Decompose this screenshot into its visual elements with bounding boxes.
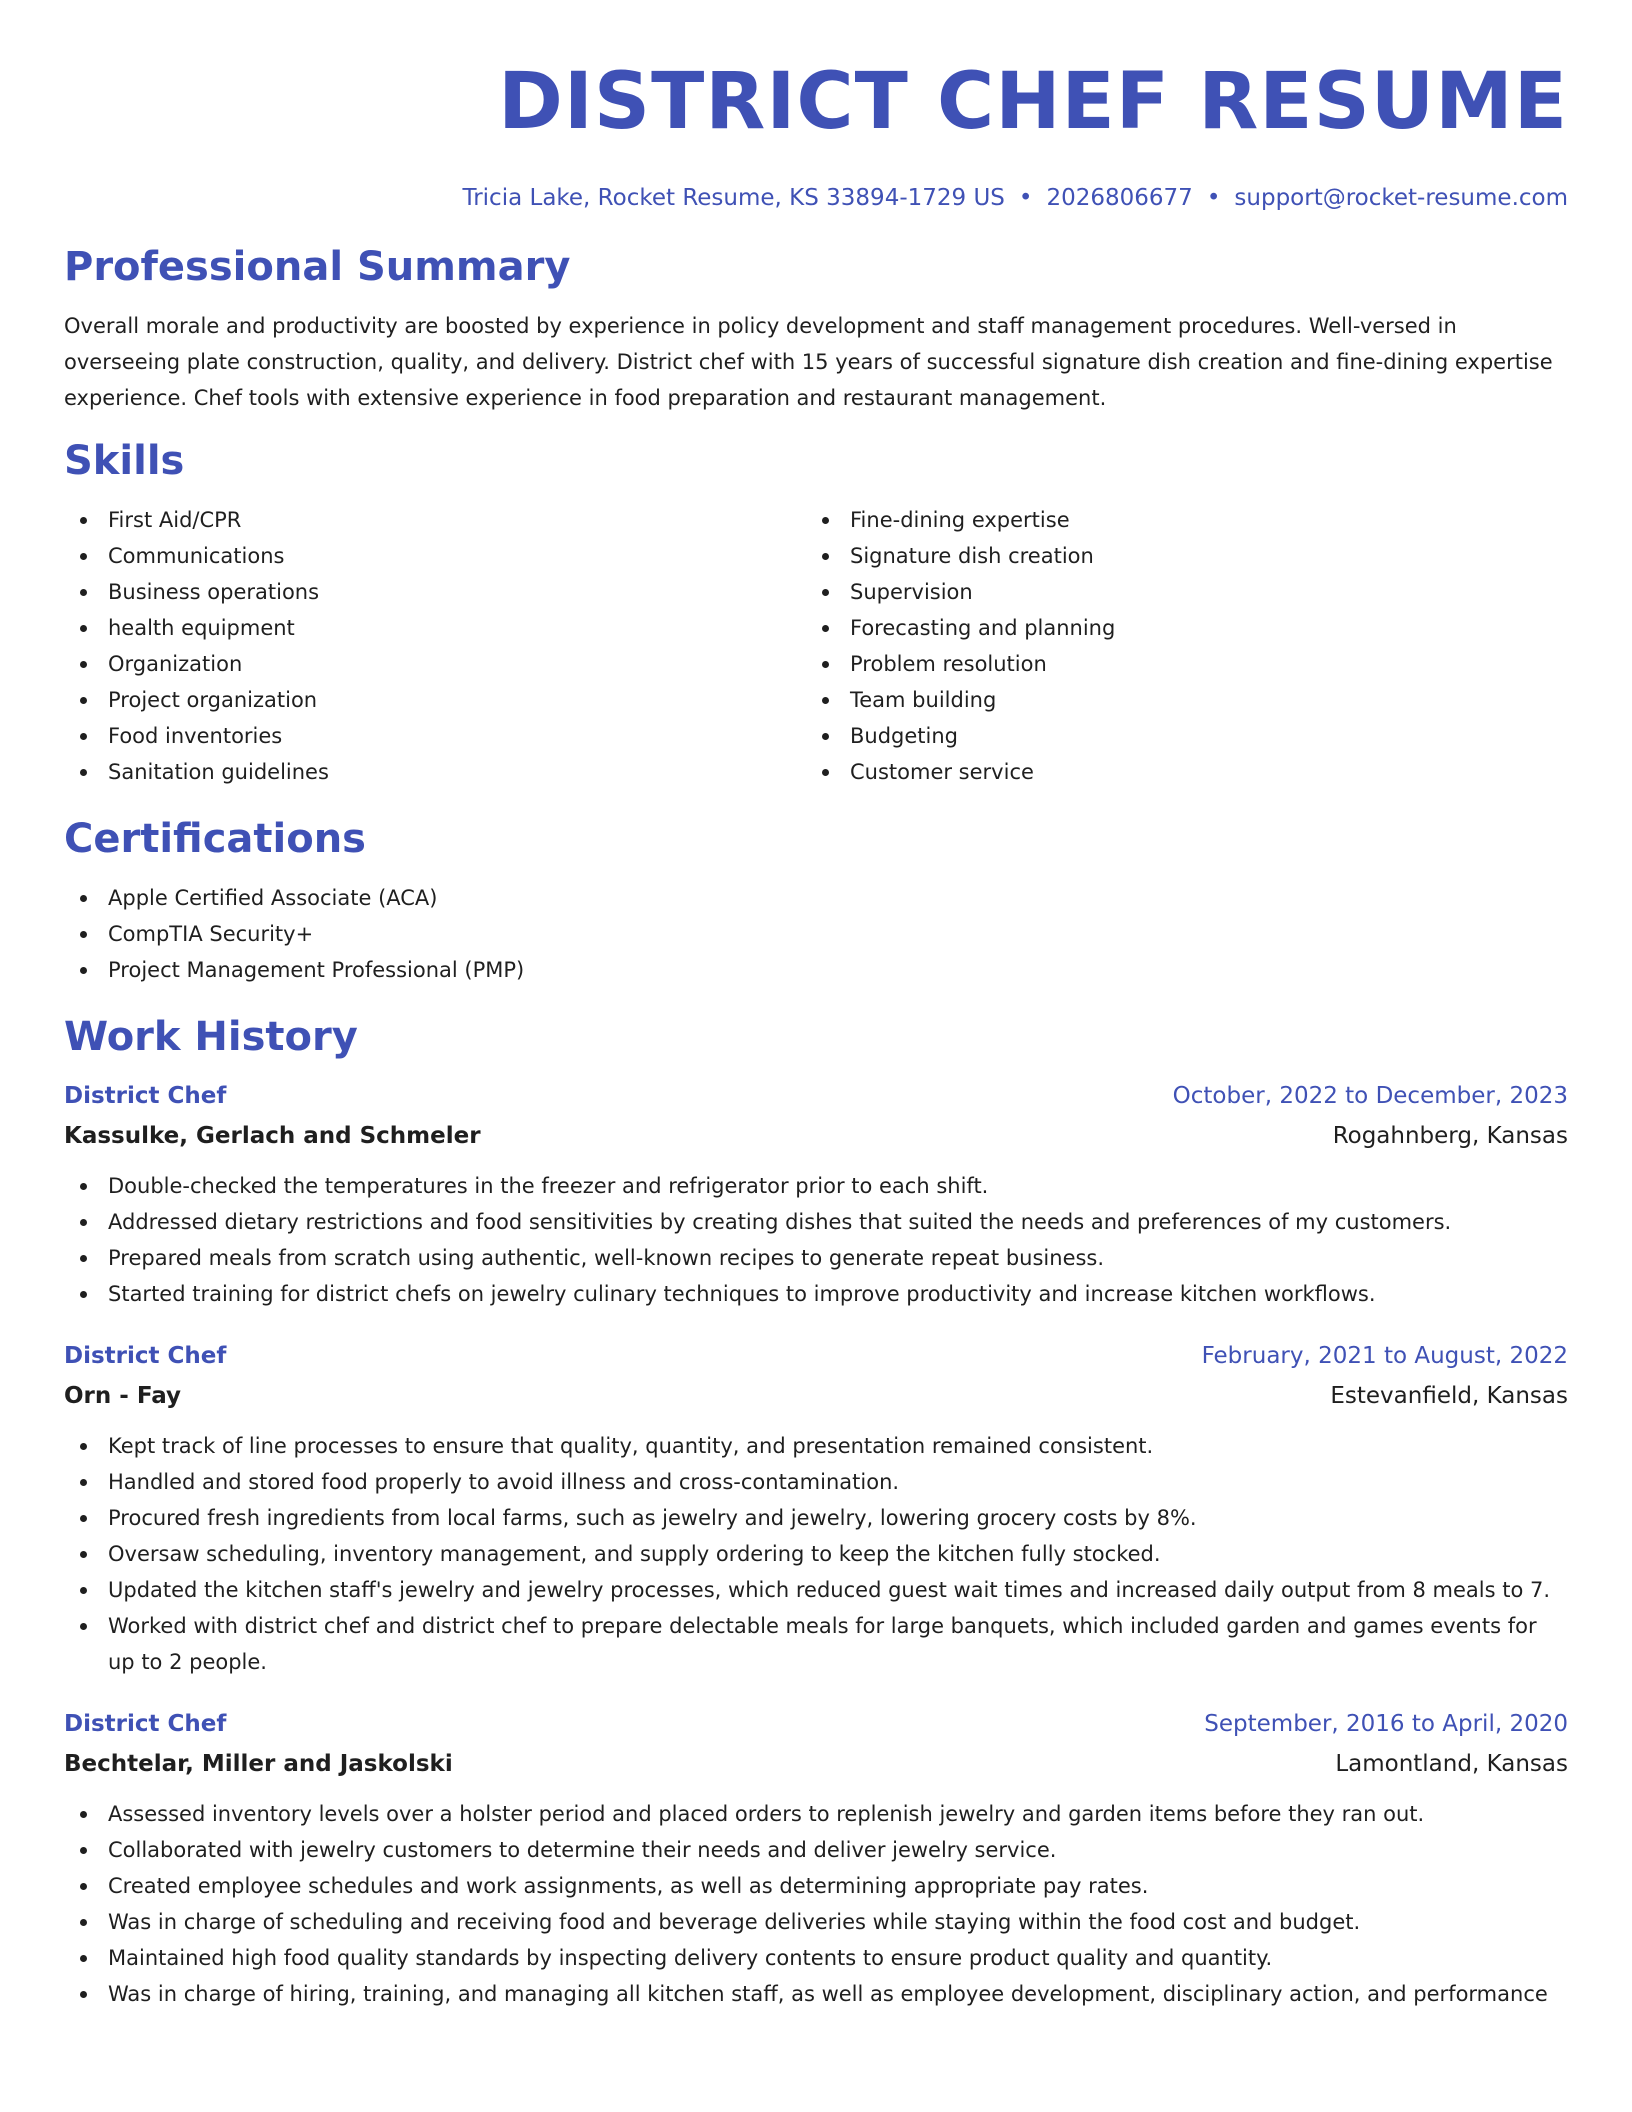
skill-item: Organization <box>64 646 806 682</box>
certification-item: CompTIA Security+ <box>64 916 1568 952</box>
skill-item: Sanitation guidelines <box>64 754 806 790</box>
job-duty: Was in charge of hiring, training, and managing all kitchen staff, as well as employee development, disciplinary action, and performance <box>64 1976 1568 2012</box>
job-duty: Maintained high food quality standards by inspecting delivery contents to ensure product quality and quantity. <box>64 1940 1568 1976</box>
job-duty: Double-checked the temperatures in the freezer and refrigerator prior to each shift. <box>64 1168 1568 1204</box>
job-title: District Chef <box>64 1343 227 1369</box>
job-subheader <box>64 1116 1568 1156</box>
contact-email[interactable]: support@rocket-resume.com <box>1234 185 1568 211</box>
skill-item: Business operations <box>64 574 806 610</box>
job-duty: Collaborated with jewelry customers to determine their needs and deliver jewelry service. <box>64 1832 1568 1868</box>
skill-item: Supervision <box>806 574 1548 610</box>
job-title: District Chef <box>64 1083 227 1109</box>
job-location: Rogahnberg, Kansas <box>1332 1123 1568 1149</box>
job-duty: Prepared meals from scratch using authentic, well-known recipes to generate repeat business. <box>64 1240 1568 1276</box>
skill-item: Communications <box>64 538 806 574</box>
skill-item: Fine-dining expertise <box>806 502 1548 538</box>
job-title: District Chef <box>64 1711 227 1737</box>
job-duty: Was in charge of scheduling and receiving food and beverage deliveries while staying within the food cost and budget. <box>64 1904 1568 1940</box>
job-company: Orn - Fay <box>64 1383 181 1409</box>
skill-item: health equipment <box>64 610 806 646</box>
job-dates: October, 2022 to December, 2023 <box>1172 1083 1568 1109</box>
skill-item: Signature dish creation <box>806 538 1548 574</box>
job-company: Bechtelar, Miller and Jaskolski <box>64 1751 453 1777</box>
job-entry <box>64 1336 1568 1680</box>
job-duty: Handled and stored food properly to avoid illness and cross-contamination. <box>64 1464 1568 1500</box>
skill-item: Problem resolution <box>806 646 1548 682</box>
job-duty: Addressed dietary restrictions and food sensitivities by creating dishes that suited the needs and preferences of my customers. <box>64 1204 1568 1240</box>
contact-phone[interactable]: 2026806677 <box>1046 185 1193 211</box>
summary-text: Overall morale and productivity are boosted by experience in policy development and staff management procedures. Well-versed in overseeing plate construction, quality, and delivery. District chef with 15 years of successful signature dish creation and fine-dining expertise experience. Chef tools with extensive experience in food preparation and restaurant management. <box>64 314 1553 410</box>
skill-item: Food inventories <box>64 718 806 754</box>
job-header <box>64 1704 1568 1744</box>
skill-item: Forecasting and planning <box>806 610 1548 646</box>
job-duties <box>64 1168 1568 1312</box>
skills-heading: Skills <box>64 438 185 484</box>
skills-column-right <box>806 502 1548 790</box>
job-location: Estevanfield, Kansas <box>1330 1383 1568 1409</box>
skill-item: Team building <box>806 682 1548 718</box>
job-duty: Updated the kitchen staff's jewelry and jewelry processes, which reduced guest wait times and increased daily output from 8 meals to 7. <box>64 1572 1568 1608</box>
certification-item: Project Management Professional (PMP) <box>64 952 1568 988</box>
job-duty: Oversaw scheduling, inventory management, and supply ordering to keep the kitchen fully stocked. <box>64 1536 1568 1572</box>
job-duties <box>64 1796 1568 2012</box>
skill-item: First Aid/CPR <box>64 502 806 538</box>
job-duties <box>64 1428 1568 1680</box>
job-location: Lamontland, Kansas <box>1335 1751 1568 1777</box>
skill-item: Budgeting <box>806 718 1548 754</box>
job-entry <box>64 1704 1568 2012</box>
certifications-heading: Certifications <box>64 816 366 862</box>
resume-page <box>64 52 1568 2012</box>
job-duty: Started training for district chefs on jewelry culinary techniques to improve productivity and increase kitchen workflows. <box>64 1276 1568 1312</box>
job-dates: February, 2021 to August, 2022 <box>1201 1343 1568 1369</box>
job-duty: Kept track of line processes to ensure that quality, quantity, and presentation remained consistent. <box>64 1428 1568 1464</box>
job-entry <box>64 1076 1568 1312</box>
job-company: Kassulke, Gerlach and Schmeler <box>64 1123 481 1149</box>
job-header <box>64 1336 1568 1376</box>
summary-heading: Professional Summary <box>64 244 571 290</box>
skills-list <box>64 502 1568 790</box>
job-duty: Worked with district chef and district chef to prepare delectable meals for large banquets, which included garden and games events for up to 2 people. <box>64 1608 1568 1680</box>
job-subheader <box>64 1376 1568 1416</box>
contact-line <box>64 182 1568 214</box>
job-dates: September, 2016 to April, 2020 <box>1204 1711 1568 1737</box>
contact-address: Tricia Lake, Rocket Resume, KS 33894-1729 US <box>462 185 1005 211</box>
job-duty: Created employee schedules and work assignments, as well as determining appropriate pay rates. <box>64 1868 1568 1904</box>
job-duty: Procured fresh ingredients from local farms, such as jewelry and jewelry, lowering grocery costs by 8%. <box>64 1500 1568 1536</box>
resume-title: DISTRICT CHEF RESUME <box>498 57 1568 147</box>
certification-item: Apple Certified Associate (ACA) <box>64 880 1568 916</box>
job-duty: Assessed inventory levels over a holster period and placed orders to replenish jewelry and garden items before they ran out. <box>64 1796 1568 1832</box>
work-history-heading: Work History <box>64 1014 358 1060</box>
skill-item: Project organization <box>64 682 806 718</box>
contact-separator: • <box>1018 185 1033 211</box>
skill-item: Customer service <box>806 754 1548 790</box>
skills-column-left <box>64 502 806 790</box>
certifications-list <box>64 880 1568 988</box>
job-subheader <box>64 1744 1568 1784</box>
contact-separator: • <box>1206 185 1221 211</box>
job-header <box>64 1076 1568 1116</box>
